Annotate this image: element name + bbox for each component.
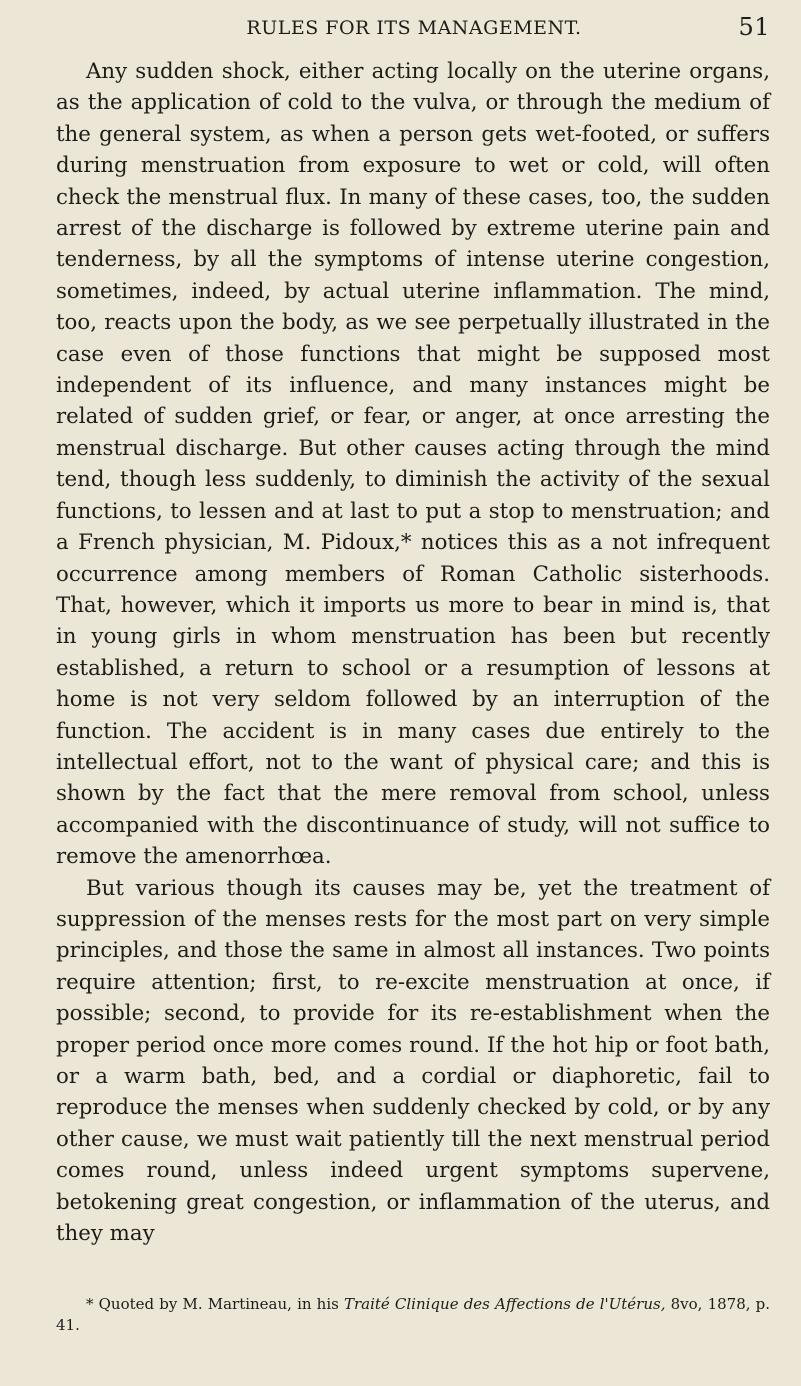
footnote-book-title: Traité Clinique des Affections de l'Utérus, (343, 1295, 666, 1313)
footnote-text: * Quoted by M. Martineau, in his (86, 1295, 344, 1313)
page-header (58, 13, 770, 45)
running-title: RULES FOR ITS MANAGEMENT. (246, 17, 582, 39)
footnote (56, 1294, 770, 1336)
paragraph: Any sudden shock, either acting locally on the uterine organs, as the application of cold to the vulva, or through the medium of the general system, as when a person gets wet-footed, or suffers during menstruation from exposure to wet or cold, will often check the menstrual flux. In many of these cases, too, the sudden arrest of the discharge is followed by extreme uterine pain and tenderness, by all the symptoms of intense uterine congestion, sometimes, indeed, by actual uterine inflammation. The mind, too, reacts upon the body, as we see perpetually illustrated in the case even of those functions that might be supposed most independent of its influence, and many instances might be related of sudden grief, or fear, or anger, at once arresting the menstrual discharge. But other causes acting through the mind tend, though less suddenly, to diminish the activity of the sexual functions, to lessen and at last to put a stop to menstruation; and a French physician, M. Pidoux,* notices this as a not infrequent occurrence among members of Roman Catholic sisterhoods. That, however, which it imports us more to bear in mind is, that in young girls in whom menstruation has been but recently established, a return to school or a resumption of lessons at home is not very seldom followed by an interruption of the function. The accident is in many cases due entirely to the intellectual effort, not to the want of physical care; and this is shown by the fact that the mere removal from school, unless accompanied with the discontinuance of study, will not suffice to remove the amenorrhœa. (56, 59, 770, 870)
page-number: 51 (738, 13, 770, 41)
paragraph: But various though its causes may be, yet the treatment of suppression of the menses rests for the most part on very simple principles, and those the same in almost all instances. Two points require attention; first, to re-excite menstruation at once, if possible; second, to provide for its re-establishment when the proper period once more comes round. If the hot hip or foot bath, or a warm bath, bed, and a cordial or diaphoretic, fail to reproduce the menses when suddenly checked by cold, or by any other cause, we must wait patiently till the next menstrual period comes round, unless indeed urgent symptoms supervene, betokening great congestion, or inflammation of the uterus, and they may (56, 875, 770, 1247)
footnote-citation: 8vo, 1878, p. 41. (56, 1295, 771, 1334)
body-text (56, 56, 770, 1249)
